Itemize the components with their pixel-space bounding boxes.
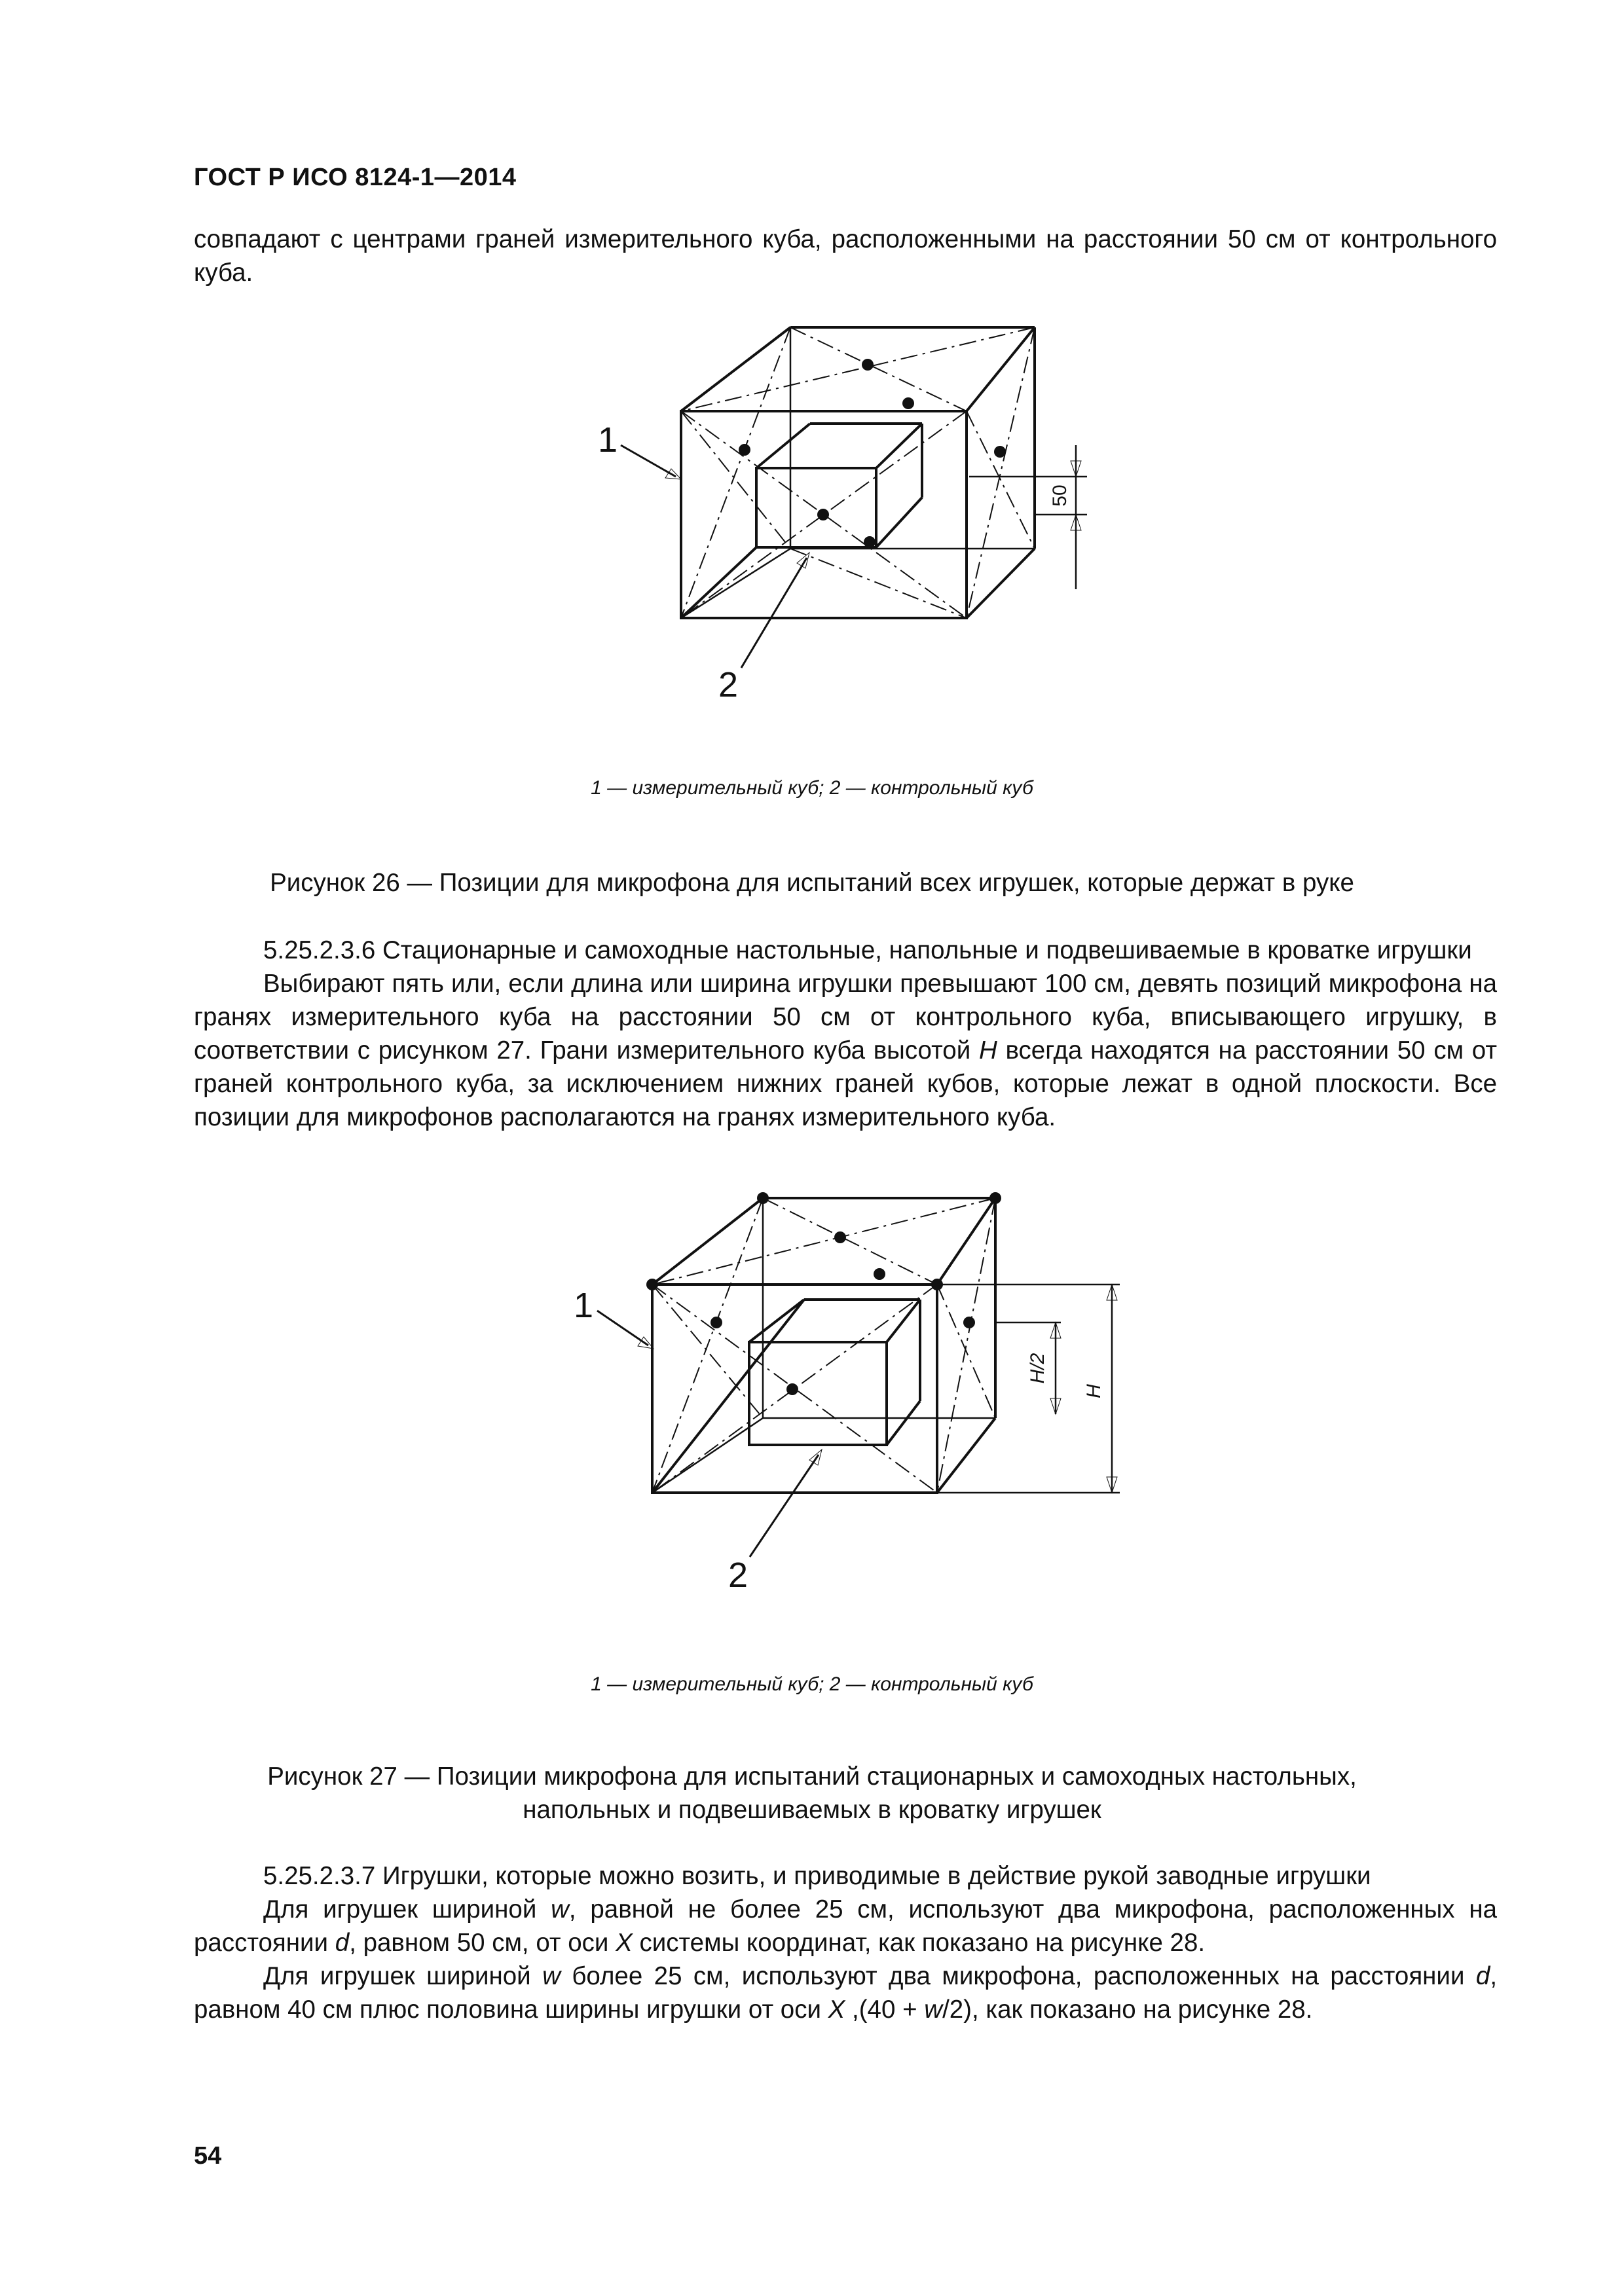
document-header: ГОСТ Р ИСО 8124-1—2014 — [194, 164, 517, 191]
section-5-25-2-3-7 — [194, 1859, 1497, 2026]
fig27-diagonal — [652, 1198, 995, 1285]
figure-26-legend: 1 — измерительный куб; 2 — контрольный куб — [591, 777, 1033, 799]
section-5-25-2-3-7-paragraph-1: Для игрушек шириной w, равной не более 25 см, используют два микрофона, расположенных на расстоянии d, равном 50 см, от оси X системы координат, как показано на рисунке 28. — [194, 1895, 1497, 1957]
fig27-hidden-edge — [652, 1418, 763, 1493]
fig27-mic-point — [786, 1383, 798, 1395]
figure-27-caption-line-2: напольных и подвешиваемых в кроватку игрушек — [523, 1796, 1101, 1824]
fig27-dim-label-full: H — [1083, 1384, 1105, 1398]
fig26-dim-label: 50 — [1049, 484, 1071, 507]
fig27-leader-2 — [750, 1455, 819, 1557]
fig27-inner-edge — [887, 1401, 920, 1445]
fig26-callout-2: 2 — [718, 665, 739, 704]
fig27-diagonal — [652, 1285, 763, 1418]
fig27-mic-point — [963, 1317, 975, 1328]
section-5-25-2-3-6-paragraph: Выбирают пять или, если длина или ширина игрушки превышают 100 см, девять позиций микрофона на гранях измерительного куба на расстоянии 50 см от контрольного куба, вписывающего игрушку, в соответствии с рисунком 27. Грани измерительного куба высотой H всегда находятся на расстоянии 50 см от граней контрольного куба, за исключением нижних граней кубов, которые лежат в одной плоскости. Все позиции для микрофонов располагаются на гранях измерительного куба. — [194, 970, 1498, 1131]
fig27-mic-point — [834, 1231, 846, 1243]
figure-26-caption-text: Рисунок 26 — Позиции для микрофона для испытаний всех игрушек, которые держат в руке — [270, 869, 1354, 897]
fig27-inner-front-face — [749, 1342, 887, 1445]
fig27-mic-point — [989, 1192, 1001, 1204]
fig27-mic-point — [710, 1317, 722, 1328]
section-5-25-2-3-7-paragraph-2: Для игрушек шириной w более 25 см, используют два микрофона, расположенных на расстоянии d, равном 40 см плюс половина ширины игрушки от оси X ,(40 + w/2), как показано на рисунке 28. — [194, 1962, 1498, 2024]
fig27-inner-edge — [652, 1300, 804, 1493]
figure-27-caption-line-1: Рисунок 27 — Позиции микрофона для испытаний стационарных и самоходных настольных, — [267, 1762, 1357, 1791]
fig27-mic-point — [874, 1268, 885, 1280]
fig27-dim-label-half: H/2 — [1027, 1353, 1048, 1384]
fig27-outer-edge — [937, 1418, 995, 1493]
fig27-diagonal — [937, 1285, 995, 1418]
fig27-inner-edge — [887, 1300, 920, 1342]
fig27-leader-1 — [597, 1311, 648, 1345]
fig27-callout-1: 1 — [574, 1286, 594, 1325]
fig27-mic-point — [757, 1192, 769, 1204]
section-5-25-2-3-6-heading: 5.25.2.3.6 Стационарные и самоходные настольные, напольные и подвешиваемые в кроватке игрушки — [263, 936, 1472, 964]
fig27-diagonal — [763, 1198, 937, 1285]
section-5-25-2-3-7-heading: 5.25.2.3.7 Игрушки, которые можно возить, и приводимые в действие рукой заводные игрушки — [263, 1862, 1371, 1890]
page-number: 54 — [194, 2142, 222, 2170]
figure-27-legend: 1 — измерительный куб; 2 — контрольный куб — [591, 1673, 1033, 1695]
fig26-callout-1: 1 — [598, 420, 618, 460]
fig27-mic-point — [646, 1279, 658, 1290]
fig27-callout-2: 2 — [728, 1556, 748, 1595]
figure-27-caption — [0, 1760, 1624, 1827]
intro-text: совпадают с центрами граней измерительного куба, расположенными на расстоянии 50 см от контрольного куба. — [194, 225, 1497, 287]
